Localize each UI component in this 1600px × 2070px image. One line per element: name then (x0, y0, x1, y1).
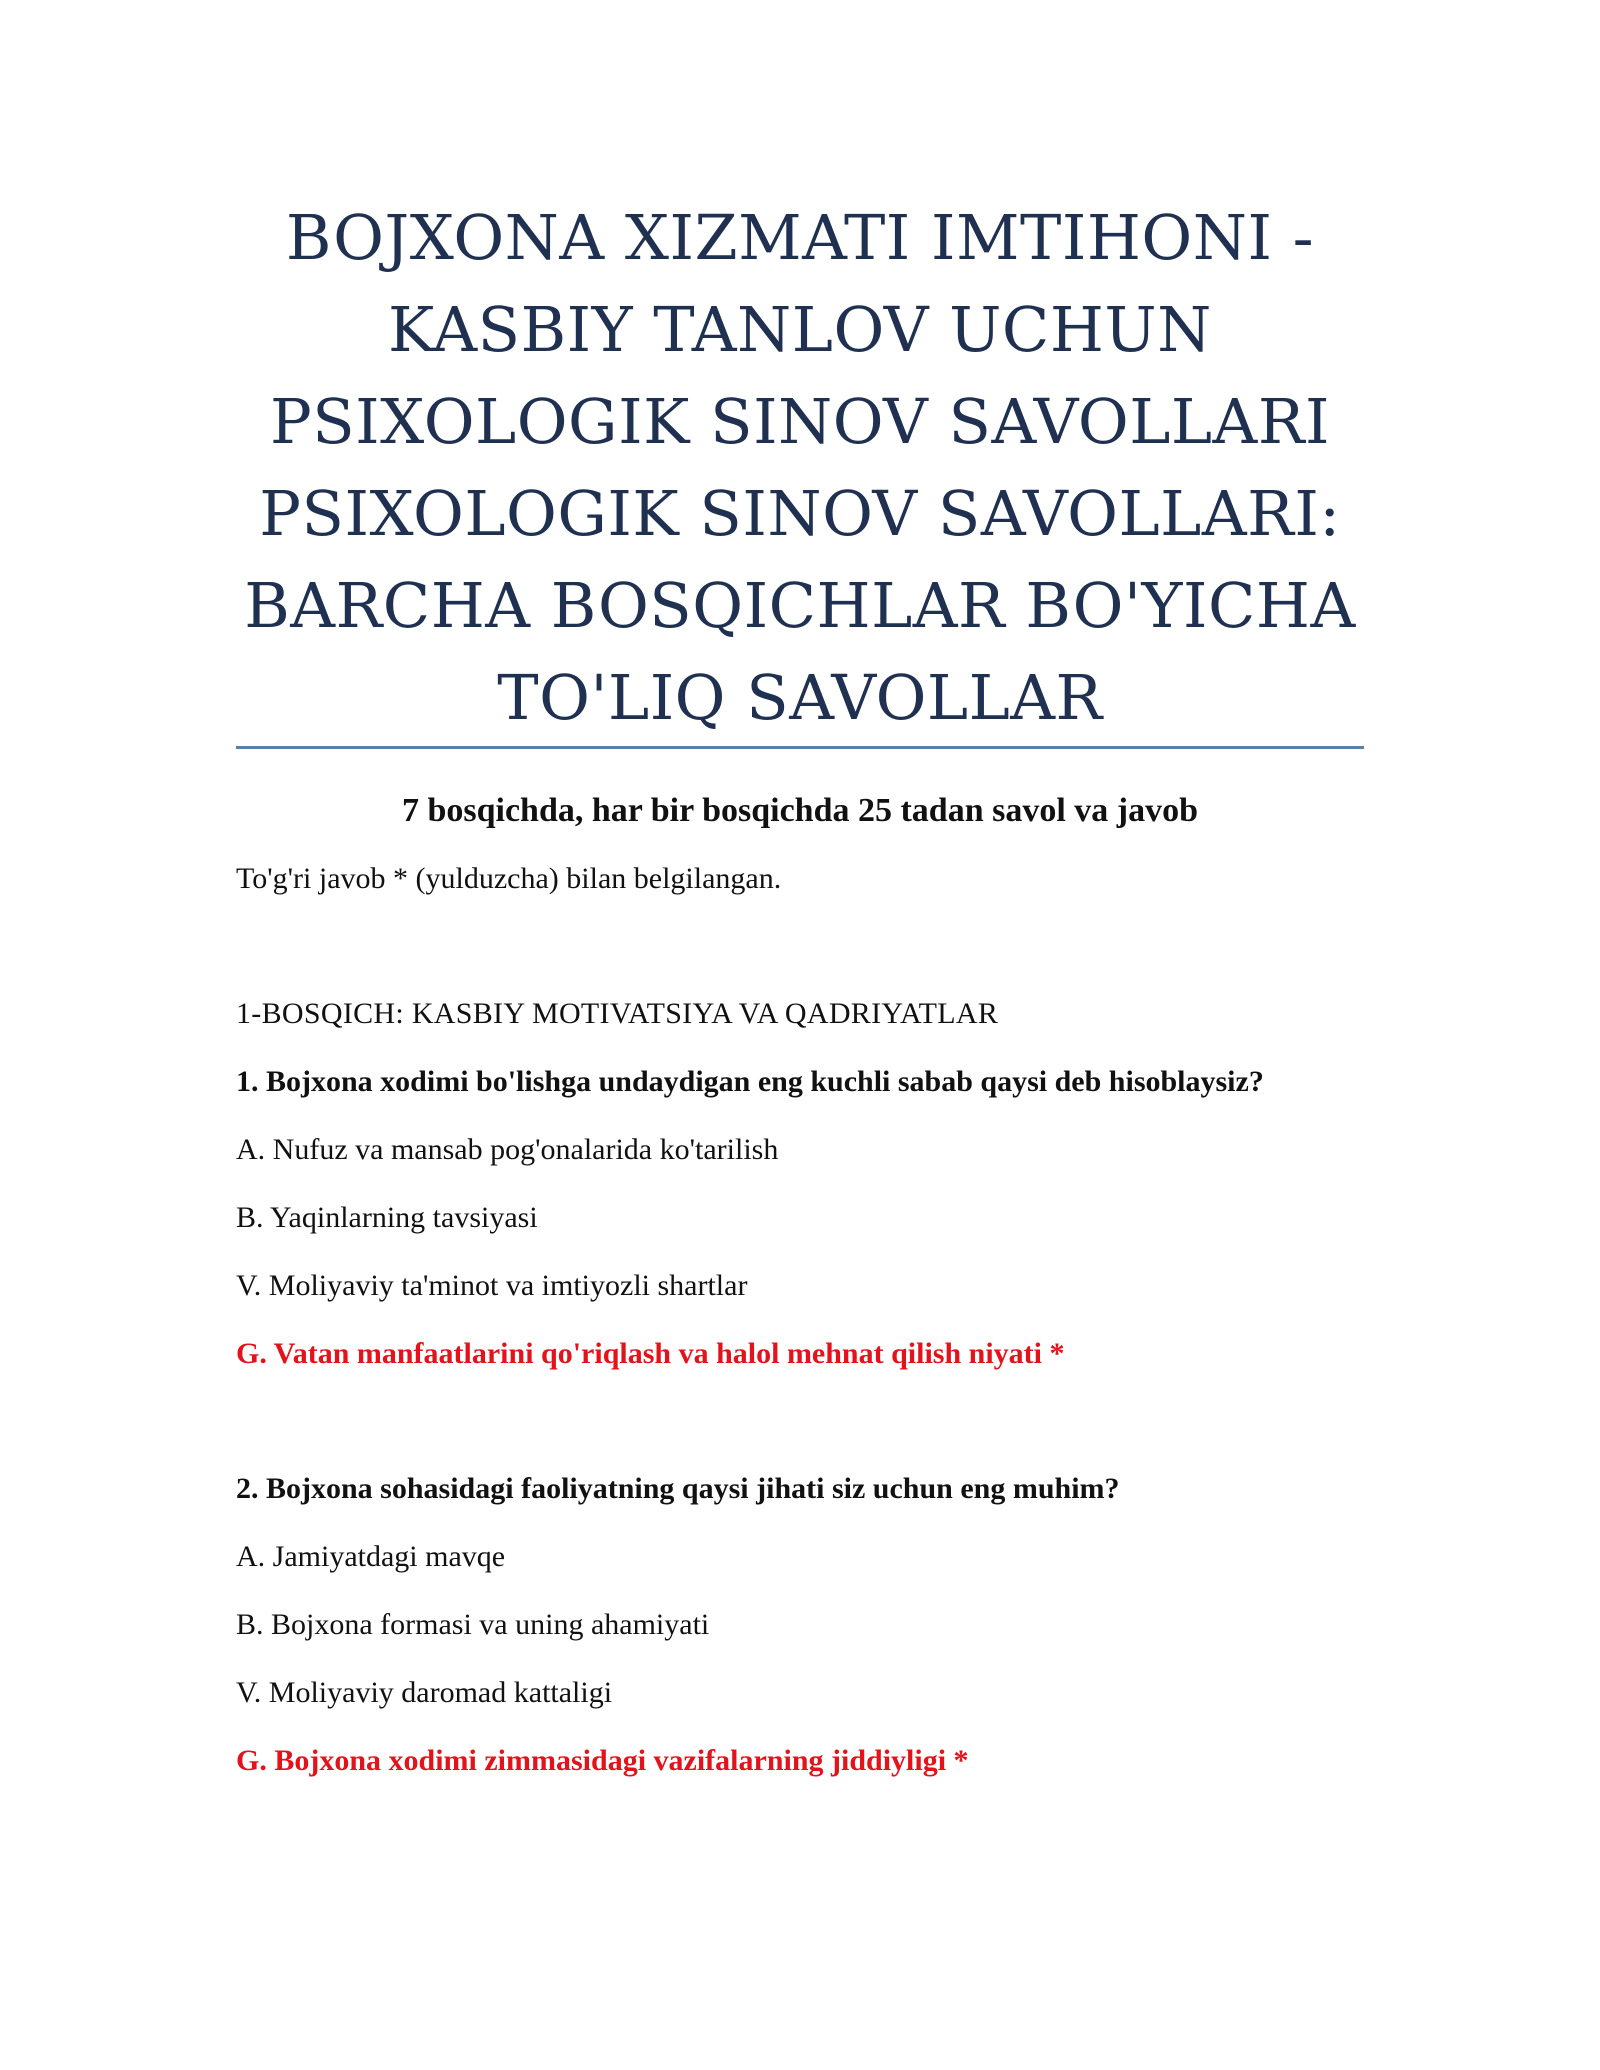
question-text: 2. Bojxona sohasidagi faoliyatning qaysi jihati siz uchun eng muhim? (236, 1472, 1120, 1505)
answer-option: A. Nufuz va mansab pog'onalarida ko'tarilish (236, 1133, 779, 1166)
document-title (236, 0, 1364, 744)
title-divider (236, 746, 1364, 749)
document-subtitle: 7 bosqichda, har bir bosqichda 25 tadan savol va javob (401, 792, 1199, 829)
question-text: 1. Bojxona xodimi bo'lishga undaydigan eng kuchli sabab qaysi deb hisoblaysiz? (236, 1065, 1264, 1098)
question-block (236, 1062, 1364, 1374)
correct-answer-option: G. Vatan manfaatlarini qo'riqlash va halol mehnat qilish niyati * (236, 1337, 1065, 1370)
title-line: TO'LIQ SAVOLLAR (497, 661, 1103, 734)
question-block (236, 1469, 1364, 1781)
title-line: BARCHA BOSQICHLAR BO'YICHA (244, 569, 1356, 642)
title-line: PSIXOLOGIK SINOV SAVOLLARI: (259, 477, 1341, 550)
title-line: KASBIY TANLOV UCHUN (388, 293, 1212, 366)
answer-option: B. Bojxona formasi va uning ahamiyati (236, 1608, 710, 1641)
answer-option: V. Moliyaviy daromad kattaligi (236, 1676, 613, 1709)
answer-key-note: To'g'ri javob * (yulduzcha) bilan belgilangan. (236, 862, 782, 895)
answer-option: A. Jamiyatdagi mavqe (236, 1540, 506, 1573)
document-page (236, 0, 1364, 1781)
title-line: PSIXOLOGIK SINOV SAVOLLARI (269, 385, 1330, 458)
title-line: BOJXONA XIZMATI IMTIHONI - (285, 201, 1315, 274)
answer-option: B. Yaqinlarning tavsiyasi (236, 1201, 538, 1234)
section-heading: 1-BOSQICH: KASBIY MOTIVATSIYA VA QADRIYATLAR (236, 997, 999, 1030)
spacer (236, 1374, 1364, 1469)
correct-answer-option: G. Bojxona xodimi zimmasidagi vazifalarning jiddiyligi * (236, 1744, 969, 1777)
answer-option: V. Moliyaviy ta'minot va imtiyozli shartlar (236, 1269, 748, 1302)
